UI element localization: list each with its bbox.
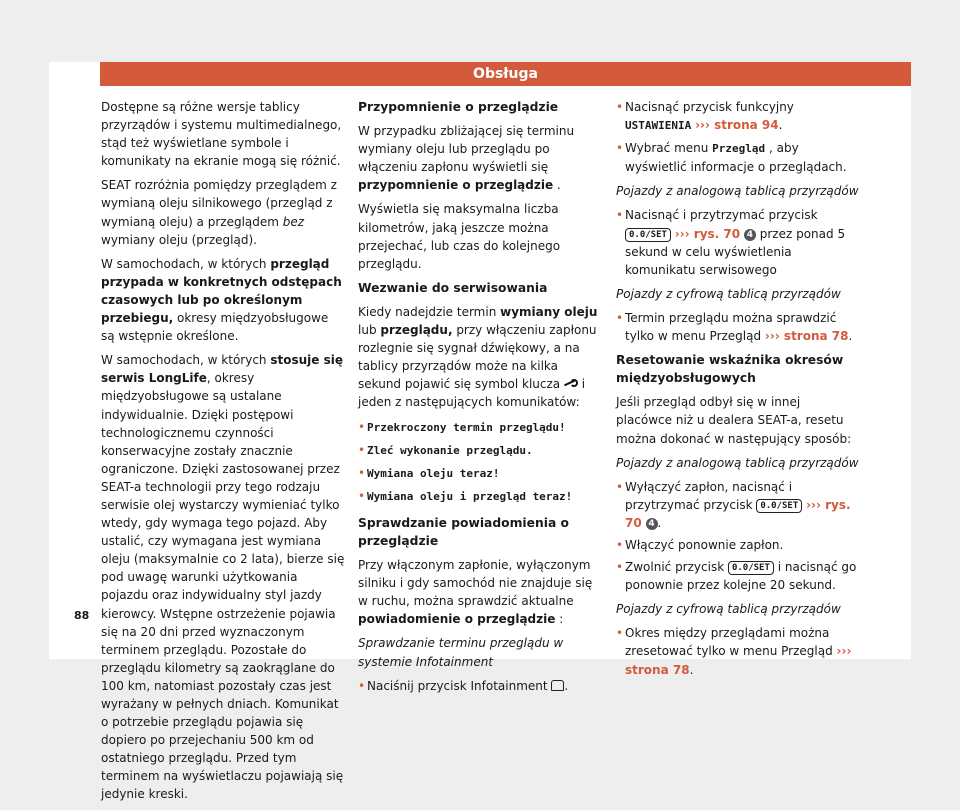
column-right — [616, 98, 860, 683]
list-item: • Naciśnij przycisk Infotainment . — [358, 677, 602, 695]
list-item: • Wyłączyć zapłon, nacisnąć i przytrzymać przycisk 0.0/SET ››› rys. 70 4 . — [616, 478, 860, 532]
callout-number: 4 — [646, 518, 658, 530]
reset-paragraph: Jeśli przegląd odbył się w innej placówce niż u dealera SEAT-a, resetu można dokonać w następujący sposób: — [616, 395, 852, 446]
section-header: Obsługa — [100, 62, 911, 86]
list-item: • Termin przeglądu można sprawdzić tylko w menu Przegląd ››› strona 78. — [616, 309, 860, 345]
column-left — [101, 98, 345, 810]
longlife-paragraph: W samochodach, w których stosuje się serwis LongLife, okresy międzyobsługowe są ustalane indywidualnie. Dzięki postępowi technologicznemu czynności konserwacyjne zostały znacznie ograniczone. Dzięki zastosowanej przez SEAT-a technologii przy tego rodzaju serwisie olej wystarczy wymieniać tylko wtedy, gdy wymaga tego pojazd. Aby ustalić, czy wymagana jest wymiana oleju (maksymalnie co 2 lata), bierze się pod uwagę warunki użytkowania pojazdu oraz indywidualny styl jazdy kierowcy. Wstępne ostrzeżenie pojawia się na 20 dni przed wyznaczonym terminem przeglądu. Pozostałe do przeglądu kilometry są zaokrąglane do 100 km, natomiast pozostały czas jest wyrażany w pełnych dniach. Komunikat o potrzebie przeglądu pojawia się dopiero po przejechaniu 500 km od ostatniego przeglądu. Przed tym terminem na wyświetlaczu pojawiają się jedynie kreski. — [101, 353, 345, 802]
callout-number: 4 — [744, 229, 756, 241]
reminder-paragraph: W przypadku zbliżającej się terminu wymiany oleju lub przeglądu po włączeniu zapłonu wyświetli się przypomnienie o przeglądzie . — [358, 124, 575, 193]
check-paragraph: Przy włączonym zapłonie, wyłączonym silniku i gdy samochód nie znajduje się w ruchu, można sprawdzić aktualne powiadomienie o przeglądzie : — [358, 558, 593, 627]
list-item: • Zleć wykonanie przeglądu. — [358, 441, 602, 460]
infotainment-car-icon — [551, 680, 564, 691]
analog-subheading-2: Pojazdy z analogową tablicą przyrządów — [616, 455, 859, 470]
list-item: • Przekroczony termin przeglądu! — [358, 418, 602, 437]
list-item: • Wymiana oleju teraz! — [358, 464, 602, 483]
digital-subheading: Pojazdy z cyfrową tablicą przyrządów — [616, 286, 841, 301]
manual-page — [49, 62, 911, 802]
analog-subheading: Pojazdy z analogową tablicą przyrządów — [616, 184, 859, 199]
list-item: • Zwolnić przycisk 0.0/SET i nacisnąć go ponownie przez kolejne 20 sekund. — [616, 558, 860, 594]
list-item: • Wybrać menu Przegląd , aby wyświetlić informacje o przeglądach. — [616, 139, 860, 176]
heading-check-notification: Sprawdzanie powiadomienia o przeglądzie — [358, 515, 569, 548]
list-item: • Nacisnąć przycisk funkcyjny USTAWIENIA ››› strona 94. — [616, 98, 860, 135]
list-item: • Nacisnąć i przytrzymać przycisk 0.0/SET ››› rys. 70 4 przez ponad 5 sekund w celu wyświetlenia komunikatu serwisowego — [616, 206, 860, 278]
list-item: • Włączyć ponownie zapłon. — [616, 536, 860, 554]
remaining-paragraph: Wyświetla się maksymalna liczba kilometrów, jaką jeszcze można przejechać, lub czas do kolejnego przeglądu. — [358, 202, 561, 271]
list-item: • Okres między przeglądami można zresetować tylko w menu Przegląd ››› strona 78. — [616, 624, 860, 678]
set-button-icon: 0.0/SET — [728, 561, 774, 575]
wrench-icon — [564, 379, 578, 387]
set-button-icon: 0.0/SET — [756, 499, 802, 513]
service-call-paragraph: Kiedy nadejdzie termin wymiany oleju lub przeglądu, przy włączeniu zapłonu rozlegnie się sygnał dźwiękowy, a na tablicy przyrządów może na kilka sekund pojawić się symbol klucza i jeden z następujących komunikatów: — [358, 304, 598, 410]
digital-subheading-2: Pojazdy z cyfrową tablicą przyrządów — [616, 602, 841, 617]
heading-reminder: Przypomnienie o przeglądzie — [358, 100, 559, 114]
service-types-paragraph: SEAT rozróżnia pomiędzy przeglądem z wymianą oleju silnikowego (przegląd z wymianą oleju) a przeglądem bez wymiany oleju (przegląd). — [101, 178, 337, 247]
list-item: • Wymiana oleju i przegląd teraz! — [358, 487, 602, 506]
set-button-icon: 0.0/SET — [625, 228, 671, 242]
intro-paragraph: Dostępne są różne wersje tablicy przyrządów i systemu multimedialnego, stąd też wyświetlane symbole i komunikaty na ekranie mogą się różnić. — [101, 100, 342, 169]
heading-reset: Resetowanie wskaźnika okresów międzyobsługowych — [616, 353, 844, 386]
infotainment-subheading: Sprawdzanie terminu przeglądu w systemie Infotainment — [358, 636, 564, 669]
heading-service-call: Wezwanie do serwisowania — [358, 280, 548, 295]
fixed-interval-paragraph: W samochodach, w których przegląd przypada w konkretnych odstępach czasowych lub po określonym przebiegu, okresy międzyobsługowe są wstępnie określone. — [101, 256, 342, 344]
column-middle — [358, 98, 602, 699]
page-number: 88 — [74, 609, 90, 622]
